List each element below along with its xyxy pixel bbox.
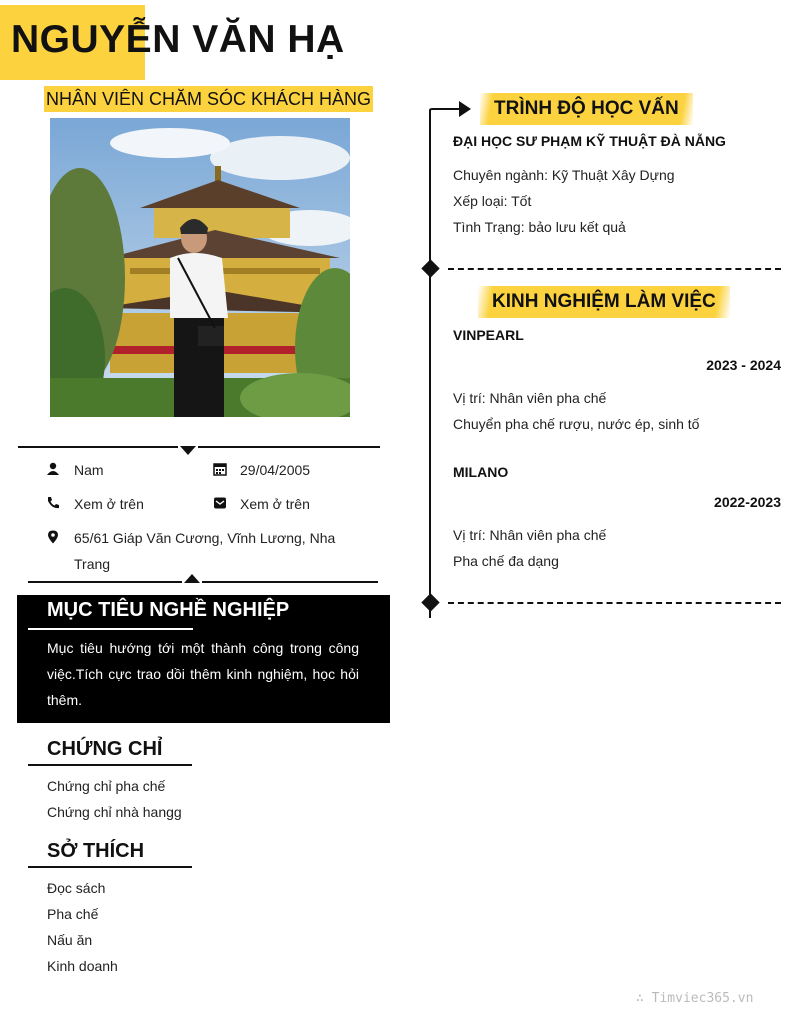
education-title: TRÌNH ĐỘ HỌC VẤN xyxy=(480,93,693,125)
hobby-item: Kinh doanh xyxy=(47,958,118,974)
experience-title: KINH NGHIỆM LÀM VIỆC xyxy=(478,286,730,318)
timeline-diamond xyxy=(421,593,439,611)
certificate-item: Chứng chỉ pha chế xyxy=(47,778,166,794)
watermark-text: Timviec365.vn xyxy=(651,991,754,1006)
timeline-line xyxy=(429,120,431,618)
hobby-item: Pha chế xyxy=(47,906,99,922)
timeline-diamond xyxy=(421,259,439,277)
job-position: Vị trí: Nhân viên pha chế xyxy=(453,527,607,543)
envelope-icon xyxy=(213,496,227,510)
job-title: NHÂN VIÊN CHĂM SÓC KHÁCH HÀNG xyxy=(44,86,373,112)
career-goal-text: Mục tiêu hướng tới một thành công trong công việc.Tích cực trao dồi thêm kinh nghiệm, học hỏi thêm. xyxy=(47,640,359,708)
contact-divider-bottom-right xyxy=(202,581,378,583)
hobbies-title: SỞ THÍCH xyxy=(47,840,145,862)
certificates-underline xyxy=(28,764,192,766)
contact-divider-bottom-left xyxy=(28,581,182,583)
job-description: Chuyển pha chế rượu, nước ép, sinh tố xyxy=(453,416,700,432)
contact-divider-top-right xyxy=(198,446,380,448)
education-status: Tình Trạng: bảo lưu kết quả xyxy=(453,219,626,235)
email-value: Xem ở trên xyxy=(240,496,310,512)
address-value: 65/61 Giáp Văn Cương, Vĩnh Lương, Nha Trang xyxy=(74,530,336,572)
hobbies-underline xyxy=(28,866,192,868)
job-position: Vị trí: Nhân viên pha chế xyxy=(453,390,607,406)
certificate-item: Chứng chỉ nhà hangg xyxy=(47,804,182,820)
full-name: NGUYỄN VĂN HẠ xyxy=(11,18,345,61)
certificates-title: CHỨNG CHỈ xyxy=(47,738,163,760)
calendar-icon xyxy=(213,462,227,476)
job-period: 2022-2023 xyxy=(714,494,781,510)
career-goal-title: MỤC TIÊU NGHỀ NGHIỆP xyxy=(47,599,290,621)
phone-value: Xem ở trên xyxy=(74,496,144,512)
job-company: VINPEARL xyxy=(453,327,524,343)
experience-dashed-divider xyxy=(448,602,781,604)
divider-pointer-down xyxy=(180,446,196,455)
job-description: Pha chế đa dạng xyxy=(453,553,559,569)
gender-value: Nam xyxy=(74,462,104,478)
job-period: 2023 - 2024 xyxy=(706,357,781,373)
school-name: ĐẠI HỌC SƯ PHẠM KỸ THUẬT ĐÀ NẴNG xyxy=(453,133,726,149)
education-dashed-divider xyxy=(448,268,781,270)
birthday-value: 29/04/2005 xyxy=(240,462,311,478)
career-goal-underline xyxy=(28,628,193,630)
watermark: ∴ Timviec365.vn xyxy=(636,991,754,1006)
job-company: MILANO xyxy=(453,464,509,480)
profile-photo xyxy=(50,118,350,417)
phone-icon xyxy=(46,496,60,510)
hobby-item: Đọc sách xyxy=(47,880,106,896)
education-grade: Xếp loại: Tốt xyxy=(453,193,532,209)
contact-divider-top-left xyxy=(18,446,178,448)
divider-pointer-up xyxy=(184,574,200,583)
user-icon xyxy=(46,462,60,476)
arrow-right-icon xyxy=(429,98,473,124)
education-major: Chuyên ngành: Kỹ Thuật Xây Dựng xyxy=(453,167,675,183)
hobby-item: Nấu ăn xyxy=(47,932,93,948)
map-marker-icon xyxy=(46,530,60,544)
